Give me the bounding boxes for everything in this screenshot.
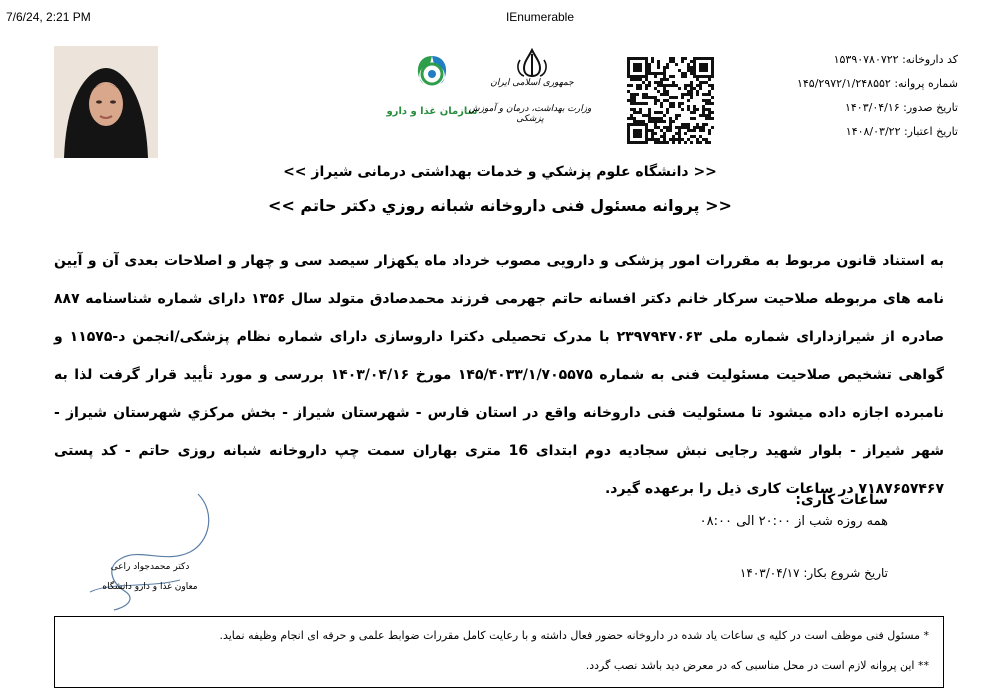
start-date: تاریخ شروع بکار: ۱۴۰۳/۰۴/۱۷ [739,566,888,580]
license-number: شماره پروانه: ۱۴۵/۲۹۷۲/۱/۲۴۸۵۵۲ [796,77,958,90]
signatory-position: معاون غذا و دارو دانشگاه [102,582,198,592]
iran-emblem [468,48,592,138]
note-1: * مسئول فنی موظف است در کلیه ی ساعات یاد شده در داروخانه حضور فعال داشته و با رعایت کامل مقررات ضوابط علمی و حرفه ای انجام وظیفه نماید. [219,629,929,642]
notes-box [54,616,944,688]
emblem-line1: جمهوری اسلامی ایران [490,78,574,88]
issue-date: تاریخ صدور: ۱۴۰۳/۰۴/۱۶ [844,101,958,114]
signature-scribble [70,492,230,616]
license-title: << پروانه مسئول فنی داروخانه شبانه روزي دکتر حاتم >> [268,196,732,215]
hours-value: همه روزه شب از ۲۰:۰۰ الی ۰۸:۰۰ [699,514,888,529]
license-body: به استناد قانون مربوط به مقررات امور پزشکی و دارویی مصوب خرداد ماه یکهزار سیصد سی و چهار و اصلاحات بعدی آن و آیین نامه های مربوطه صلاحیت سرکار خانم دکتر افسانه حاتم جهرمی فرزند محمدصادق متولد سال ۱۳۵۶ دارای شماره شناسنامه ۸۸۷ صادره از شیرازدارای شماره ملی ۲۳۹۷۹۴۷۰۶۳ با مدرک تحصیلی دکترا داروسازی دارای شماره نظام پزشکی/انجمن د-۱۱۵۷۵ و گواهی تشخیص صلاحیت مسئولیت فنی به شماره ۱۴۵/۴۰۳۳/۱/۷۰۵۵۷۵ مورخ ۱۴۰۳/۰۴/۱۶ بررسی و مورد تأیید قرار گرفت لذا به نامبرده اجازه داده میشود تا مسئولیت فنی داروخانه واقع در استان فارس - شهرستان شیراز - بخش مرکزي شهرستان شیراز - شهر شیراز - بلوار شهید رجایی نبش سجادیه دوم ابتدای 16 متری بهاران سمت چپ داروخانه شبانه روزی حاتم - کد پستی ۷۱۸۷۶۵۷۴۶۷ در ساعات کاری ذیل را برعهده گیرد. [54,253,945,497]
page-title: IEnumerable [505,10,575,24]
hours-label: ساعات کاری: [795,492,888,508]
emblem-line2: وزارت بهداشت، درمان و آموزش پزشکی [468,104,592,124]
print-timestamp: 7/6/24, 2:21 PM [6,10,91,24]
applicant-photo [54,46,158,158]
license-meta [628,48,958,144]
signature-block [70,492,230,612]
emblem-icon [478,48,586,78]
note-2: ** این پروانه لازم است در محل مناسبی که در معرض دید باشد نصب گردد. [585,659,929,672]
university-title: << دانشگاه علوم پزشکي و خدمات بهداشتی درمانی شیراز >> [283,164,717,180]
fda-logo [386,52,478,132]
signatory-name: دکتر محمدجواد راعی [110,562,190,572]
fda-text: سازمان غذا و دارو [386,106,478,117]
pharmacy-code: کد داروخانه: ۱۵۳۹۰۷۸۰۷۲۲ [833,53,958,66]
validity-date: تاریخ اعتبار: ۱۴۰۸/۰۳/۲۲ [845,125,958,138]
